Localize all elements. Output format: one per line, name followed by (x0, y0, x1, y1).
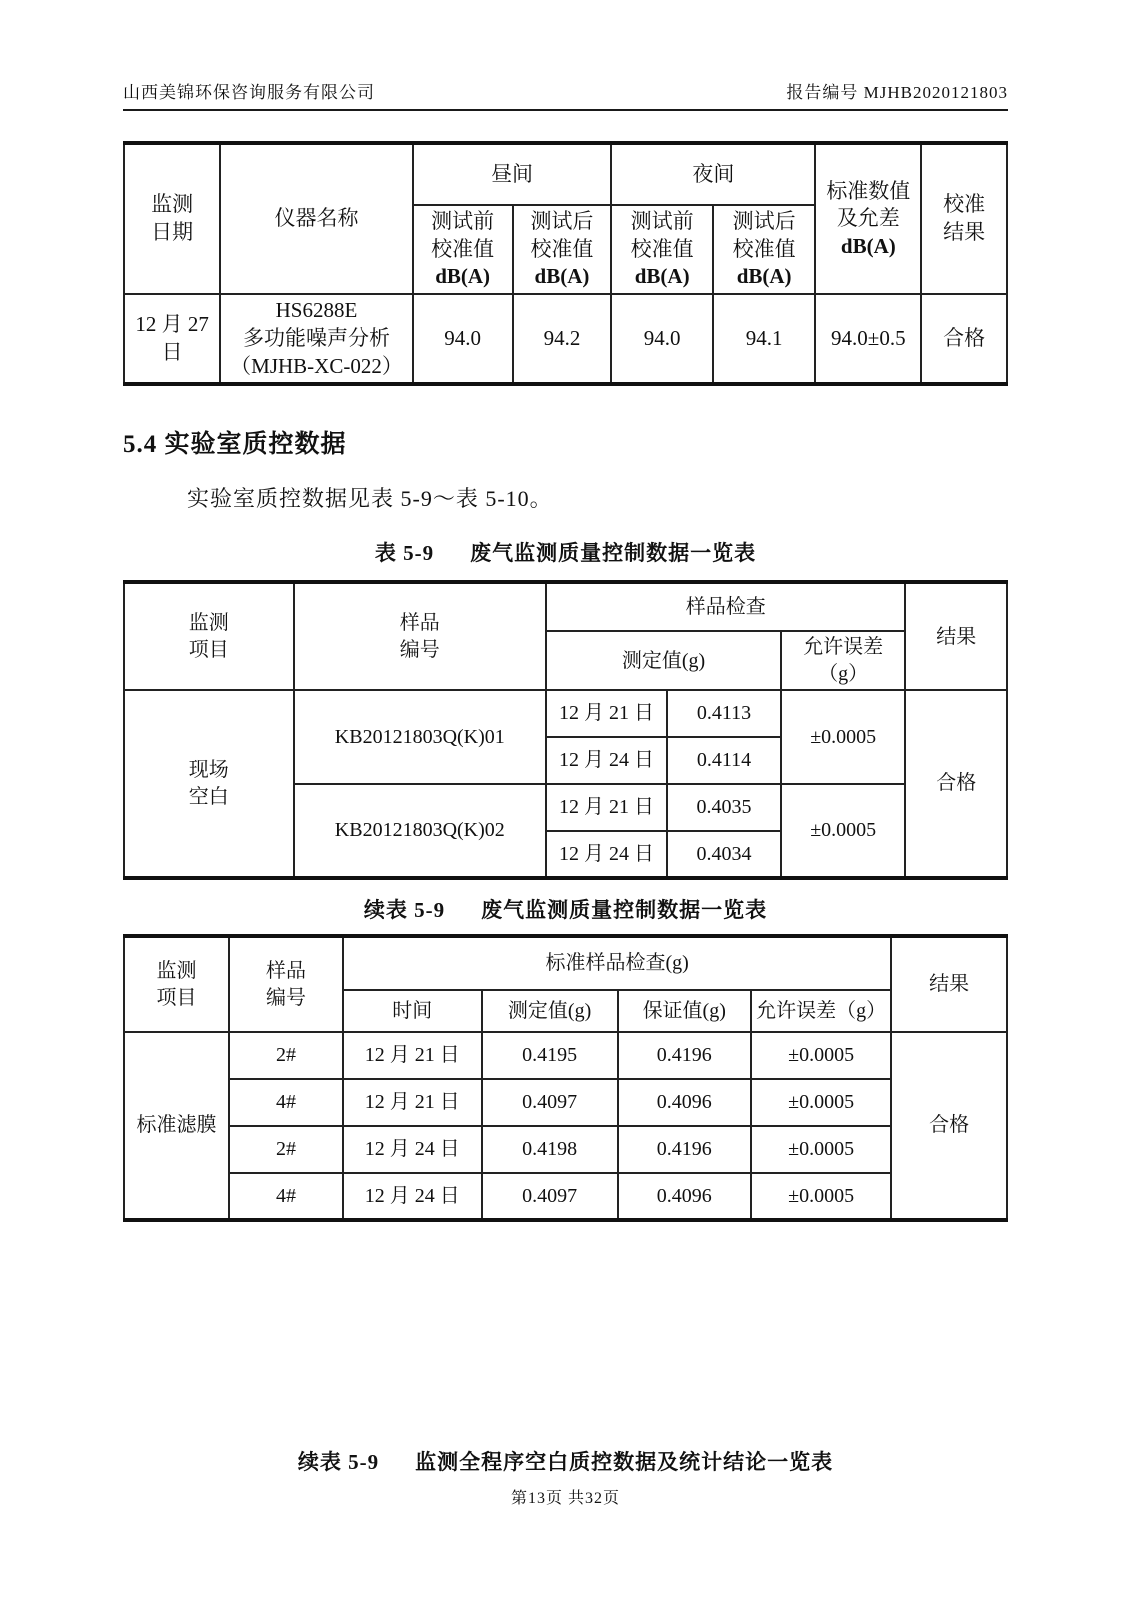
report-number: 报告编号 MJHB2020121803 (786, 83, 1008, 102)
section-paragraph: 实验室质控数据见表 5-9～表 5-10。 (187, 486, 553, 512)
qc-table-5-9 (123, 580, 1008, 880)
header-sample-id (229, 936, 343, 1032)
cell-tolerance: ±0.0005 (751, 1079, 891, 1126)
cell-sample-id: KB20121803Q(K)02 (294, 784, 547, 878)
header-night-post-unit: dB(A) (736, 264, 792, 289)
table-5-9-blank-qc-caption-title: 监测全程序空白质控数据及统计结论一览表 (415, 1450, 834, 1475)
table-5-9-blank-qc-caption (123, 1446, 1008, 1476)
table-5-9-cont-caption-label: 续表 5-9 (363, 898, 446, 923)
cell-sample-id: 2# (229, 1032, 343, 1079)
header-tolerance (781, 631, 906, 690)
cell-date: 12 月 21 日 (546, 784, 667, 831)
table-5-9-caption-title: 废气监测质量控制数据一览表 (470, 541, 757, 566)
cell-instrument (220, 294, 413, 384)
header-day-pre (413, 205, 513, 294)
header-tolerance-label: 允许误差（g） (803, 636, 884, 685)
header-result: 结果 (905, 582, 1007, 690)
cell-date: 12 月 24 日 (546, 831, 667, 878)
header-monitor-date-label: 监测日期 (151, 192, 194, 245)
table-5-9-blank-qc-caption-label: 续表 5-9 (297, 1450, 380, 1475)
cell-standard-value: 94.0±0.5 (815, 294, 921, 384)
cell-time: 12 月 21 日 (343, 1079, 482, 1126)
cell-day-post-value: 94.2 (513, 294, 612, 384)
cell-guaranteed: 0.4196 (618, 1032, 751, 1079)
instrument-model: HS6288E (275, 298, 358, 323)
cell-day-pre-value: 94.0 (413, 294, 513, 384)
cell-measured: 0.4113 (667, 690, 781, 737)
header-night-post (713, 205, 815, 294)
qc2-data-row (124, 1126, 1007, 1173)
header-night-pre (611, 205, 713, 294)
header-standard-value (815, 143, 921, 294)
header-day-post (513, 205, 612, 294)
header-nighttime: 夜间 (611, 143, 815, 205)
section-heading: 5.4 实验室质控数据 (123, 431, 347, 459)
cell-date: 12 月 21 日 (546, 690, 667, 737)
qc-table-5-9-continued (123, 934, 1008, 1222)
header-day-post-label: 测试后校准值 (530, 209, 594, 261)
cell-tolerance: ±0.0005 (751, 1032, 891, 1079)
qc2-data-row (124, 1173, 1007, 1220)
header-sample-id-label: 样品编号 (399, 612, 440, 661)
cell-night-pre-value: 94.0 (611, 294, 713, 384)
cell-result: 合格 (905, 690, 1007, 878)
qc2-data-row (124, 1032, 1007, 1079)
cell-night-post-value: 94.1 (713, 294, 815, 384)
cell-item: 标准滤膜 (124, 1032, 229, 1220)
header-night-pre-label: 测试前校准值 (630, 209, 694, 261)
cell-calibration-result: 合格 (921, 294, 1007, 384)
cell-sample-id: 4# (229, 1079, 343, 1126)
page-header (123, 78, 1008, 111)
header-guaranteed-value: 保证值(g) (618, 990, 751, 1032)
cell-tolerance: ±0.0005 (781, 690, 906, 784)
qc2-data-row (124, 1079, 1007, 1126)
header-night-post-label: 测试后校准值 (732, 209, 796, 261)
header-measured-value: 测定值(g) (546, 631, 781, 690)
header-calibration-result (921, 143, 1007, 294)
header-item-label: 监测项目 (156, 960, 197, 1009)
cell-sample-id: 4# (229, 1173, 343, 1220)
header-daytime: 昼间 (413, 143, 612, 205)
header-tolerance: 允许误差（g） (751, 990, 891, 1032)
table-5-9-caption (123, 537, 1008, 567)
monitor-date-value: 12 月 27 日 (135, 312, 209, 364)
instrument-type: 多功能噪声分析 (242, 325, 390, 350)
cell-monitor-date (124, 294, 220, 384)
header-item-label: 监测项目 (188, 612, 229, 661)
cell-result: 合格 (891, 1032, 1007, 1220)
cell-guaranteed: 0.4096 (618, 1079, 751, 1126)
header-calibration-result-label: 校准结果 (943, 192, 986, 245)
qc-header-row-1 (124, 582, 1007, 631)
header-monitor-date (124, 143, 220, 294)
header-item (124, 582, 294, 690)
header-day-pre-label: 测试前校准值 (431, 209, 495, 261)
header-item (124, 936, 229, 1032)
page-number: 第13页 共32页 (510, 1490, 620, 1507)
cell-measured: 0.4097 (482, 1079, 618, 1126)
cell-sample-id: KB20121803Q(K)01 (294, 690, 547, 784)
item-value: 现场空白 (188, 759, 229, 808)
cell-tolerance: ±0.0005 (781, 784, 906, 878)
page-footer (0, 1485, 1131, 1508)
cell-sample-id: 2# (229, 1126, 343, 1173)
header-result: 结果 (891, 936, 1007, 1032)
header-instrument-name: 仪器名称 (220, 143, 413, 294)
header-sample-check: 样品检查 (546, 582, 905, 631)
header-standard-sample-check: 标准样品检查(g) (343, 936, 891, 990)
header-night-pre-unit: dB(A) (634, 264, 690, 289)
table-5-9-cont-caption-title: 废气监测质量控制数据一览表 (481, 898, 768, 923)
header-measured-value: 测定值(g) (482, 990, 618, 1032)
company-name: 山西美锦环保咨询服务有限公司 (123, 83, 375, 102)
header-day-pre-unit: dB(A) (435, 264, 491, 289)
cell-guaranteed: 0.4096 (618, 1173, 751, 1220)
header-time: 时间 (343, 990, 482, 1032)
header-day-post-unit: dB(A) (534, 264, 590, 289)
header-standard-value-label: 标准数值及允差 (826, 178, 911, 231)
cell-guaranteed: 0.4196 (618, 1126, 751, 1173)
table-5-9-caption-label: 表 5-9 (374, 541, 435, 566)
cell-time: 12 月 24 日 (343, 1173, 482, 1220)
header-standard-unit: dB(A) (840, 233, 896, 258)
cell-measured: 0.4195 (482, 1032, 618, 1079)
cell-tolerance: ±0.0005 (751, 1173, 891, 1220)
cell-time: 12 月 21 日 (343, 1032, 482, 1079)
header-sample-id-label: 样品编号 (266, 960, 307, 1009)
noise-calibration-table (123, 141, 1008, 386)
cell-item (124, 690, 294, 878)
table-5-9-cont-caption (123, 894, 1008, 924)
cell-measured: 0.4034 (667, 831, 781, 878)
qc-data-row (124, 690, 1007, 737)
cell-measured: 0.4035 (667, 784, 781, 831)
calibration-header-row-1 (124, 143, 1007, 205)
qc2-header-row-1 (124, 936, 1007, 990)
cell-measured: 0.4097 (482, 1173, 618, 1220)
cell-tolerance: ±0.0005 (751, 1126, 891, 1173)
cell-date: 12 月 24 日 (546, 737, 667, 784)
cell-measured: 0.4198 (482, 1126, 618, 1173)
cell-time: 12 月 24 日 (343, 1126, 482, 1173)
cell-measured: 0.4114 (667, 737, 781, 784)
header-sample-id (294, 582, 547, 690)
instrument-code: （MJHB-XC-022） (230, 353, 403, 378)
calibration-data-row (124, 294, 1007, 384)
